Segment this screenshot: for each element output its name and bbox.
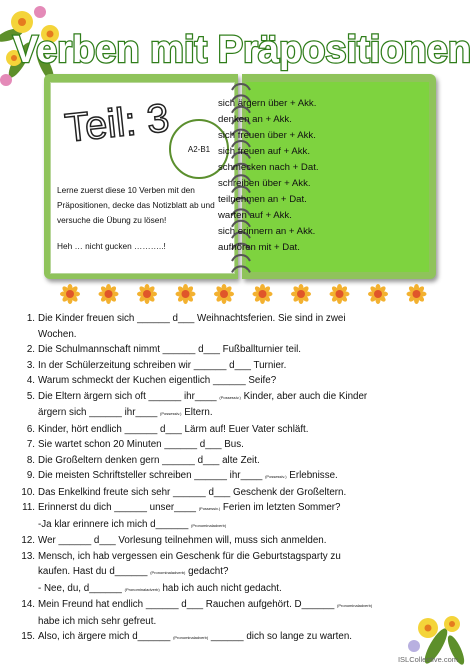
flower-icon bbox=[330, 284, 350, 304]
verb-item: teilnehmen an + Dat. bbox=[218, 194, 307, 205]
grammar-hint: (Pronominaladverb) bbox=[150, 570, 186, 575]
exercise-text: - Nee, du, d______ (Pronominaladverb) hab ich auch nicht gedacht. bbox=[38, 582, 282, 594]
exercise-text: Sie wartet schon 20 Minuten ______ d___ Bus. bbox=[38, 439, 244, 450]
exercise-line bbox=[14, 437, 466, 453]
verb-list bbox=[218, 96, 398, 256]
verb-item: schreiben über + Akk. bbox=[218, 178, 311, 189]
exercise-number: 3. bbox=[26, 359, 35, 371]
exercise-line bbox=[14, 614, 466, 630]
exercise-text: Das Enkelkind freute sich sehr ______ d___ Geschenk der Großeltern. bbox=[38, 486, 347, 498]
exercise-line bbox=[14, 358, 466, 374]
exercise-line bbox=[14, 453, 466, 469]
exercise-line bbox=[14, 373, 466, 389]
notebook-left-inner bbox=[50, 82, 235, 274]
grammar-hint: (Pronominaladverb) bbox=[173, 635, 209, 640]
verb-item: warten auf + Akk. bbox=[218, 210, 292, 221]
flower-icon bbox=[368, 284, 388, 304]
exercise-text: Erinnerst du dich ______ unser____ (Possessiv.) Ferien im letzten Sommer? bbox=[38, 502, 341, 513]
flower-icon bbox=[176, 284, 196, 304]
exercise-line bbox=[14, 500, 466, 517]
exercise-text: Die meisten Schriftsteller schreiben ______ ihr____ (Possessiv.) Erlebnisse. bbox=[38, 470, 338, 481]
exercise-number: 11. bbox=[22, 502, 35, 513]
exercise-number: 1. bbox=[26, 313, 35, 324]
exercise-line bbox=[14, 327, 466, 343]
flower-icon bbox=[60, 284, 80, 304]
exercise-number: 7. bbox=[26, 439, 35, 450]
intro-text: Lerne zuerst diese 10 Verben mit den Präpositionen, decke das Notizblatt ab und versuche die Übung zu lösen! bbox=[57, 185, 215, 225]
exercise-text: Wer ______ d___ Vorlesung teilnehmen will, muss sich anmelden. bbox=[38, 535, 327, 546]
exercise-number bbox=[14, 564, 38, 581]
exercise-number: 9. bbox=[26, 470, 35, 481]
exercise-text: Die Schulmannschaft nimmt ______ d___ Fußballturnier teil. bbox=[38, 344, 302, 355]
verb-item: schmecken nach + Dat. bbox=[218, 162, 319, 173]
exercise-text: -Ja klar erinnere ich mich d______ (Pronominaladverb) bbox=[38, 518, 227, 530]
exercise-text: Mensch, ich hab vergessen ein Geschenk für die Geburtstagsparty zu bbox=[38, 550, 341, 562]
verb-item: aufhören mit + Dat. bbox=[218, 242, 300, 253]
exercise-number: 8. bbox=[26, 454, 35, 466]
exercise-line bbox=[14, 422, 466, 438]
spiral-ring bbox=[232, 84, 250, 90]
exercise-number bbox=[14, 517, 38, 534]
exercise-text: ärgern sich ______ ihr____ (Possessiv.) Eltern. bbox=[38, 407, 213, 418]
worksheet-title bbox=[12, 22, 472, 72]
verb-item: sich ärgern über + Akk. bbox=[218, 98, 317, 109]
exercise-line bbox=[14, 311, 466, 327]
grammar-hint: (Possessiv.) bbox=[160, 411, 182, 416]
exercise-line bbox=[14, 342, 466, 358]
exercise-line bbox=[14, 468, 466, 485]
flower-divider bbox=[58, 282, 428, 306]
grammar-hint: (Pronominaladverb) bbox=[191, 522, 227, 528]
exercise-line bbox=[14, 405, 466, 422]
exercise-number: 10. bbox=[21, 486, 35, 498]
exercise-text: In der Schülerzeitung schreiben wir ______ d___ Turnier. bbox=[38, 359, 287, 371]
exercise-line bbox=[14, 629, 466, 646]
exercise-text: Die Eltern ärgern sich oft ______ ihr____ (Possessiv.) Kinder, aber auch die Kinder bbox=[38, 390, 368, 402]
exercise-number: 14. bbox=[21, 599, 35, 610]
exercise-number: 4. bbox=[26, 375, 35, 386]
exercise-number: 5. bbox=[26, 390, 35, 402]
exercise-text: Warum schmeckt der Kuchen eigentlich ______ Seife? bbox=[38, 375, 277, 386]
exercise-text: Also, ich ärgere mich d______ (Pronominaladverb) ______ dich so lange zu warten. bbox=[38, 631, 352, 642]
exercise-text: kaufen. Hast du d______ (Pronominaladverb) gedacht? bbox=[38, 566, 229, 577]
exercise-text: Kinder, hört endlich ______ d___ Lärm auf! Euer Vater schläft. bbox=[38, 423, 309, 435]
exercise-line bbox=[14, 517, 466, 534]
teil-text: Teil: 3 bbox=[62, 96, 172, 151]
hint-text: Heh … nicht gucken ………..! bbox=[57, 241, 166, 251]
exercise-number: 12. bbox=[21, 535, 35, 546]
exercise-number bbox=[14, 581, 38, 598]
grammar-hint: (Pronominaladverb) bbox=[337, 603, 373, 608]
exercise-number bbox=[14, 614, 38, 630]
exercise-line bbox=[14, 564, 466, 581]
exercise-number: 6. bbox=[26, 423, 35, 435]
exercise-text: Mein Freund hat endlich ______ d___ Rauchen aufgehört. D______ (Pronominaladverb) bbox=[38, 599, 373, 610]
verb-item: sich erinnern an + Akk. bbox=[218, 226, 316, 237]
flower-icon bbox=[99, 284, 119, 304]
exercise-line bbox=[14, 389, 466, 406]
exercise-line bbox=[14, 549, 466, 565]
grammar-hint: (Pronominaladverb) bbox=[124, 586, 160, 592]
watermark: ISLCollective.com bbox=[397, 655, 458, 664]
notebook-left-page bbox=[44, 74, 238, 279]
exercise-number: 13. bbox=[21, 550, 35, 562]
verb-item: sich freuen über + Akk. bbox=[218, 130, 316, 141]
spiral-ring bbox=[232, 266, 250, 272]
level-text: A2-B1 bbox=[187, 144, 211, 154]
teil-heading bbox=[61, 95, 176, 151]
grammar-hint: (Possessiv.) bbox=[198, 506, 221, 511]
grammar-hint: (Possessiv.) bbox=[265, 474, 287, 479]
exercise-number: 15. bbox=[21, 631, 35, 642]
exercise-number bbox=[14, 327, 38, 343]
exercise-number bbox=[14, 405, 38, 422]
verb-item: sich freuen auf + Akk. bbox=[218, 146, 310, 157]
exercise-text: Wochen. bbox=[38, 328, 77, 340]
exercise-line bbox=[14, 597, 466, 614]
exercise-text: Die Kinder freuen sich ______ d___ Weihnachtsferien. Sie sind in zwei bbox=[38, 313, 346, 324]
exercise-list bbox=[14, 311, 466, 646]
exercise-line bbox=[14, 581, 466, 598]
flower-icon bbox=[253, 284, 273, 304]
verb-item: denken an + Akk. bbox=[218, 114, 292, 125]
exercise-line bbox=[14, 533, 466, 549]
exercise-text: Die Großeltern denken gern ______ d___ alte Zeit. bbox=[38, 454, 260, 466]
exercise-text: habe ich mich sehr gefreut. bbox=[38, 615, 157, 627]
flower-icon bbox=[291, 284, 311, 304]
title-text: Verben mit Präpositionen bbox=[12, 29, 472, 71]
exercise-line bbox=[14, 485, 466, 501]
exercise-number: 2. bbox=[26, 344, 35, 355]
flower-icon bbox=[407, 284, 427, 304]
flower-icon bbox=[137, 284, 157, 304]
grammar-hint: (Possessiv.) bbox=[219, 394, 241, 400]
flower-icon bbox=[214, 284, 234, 304]
